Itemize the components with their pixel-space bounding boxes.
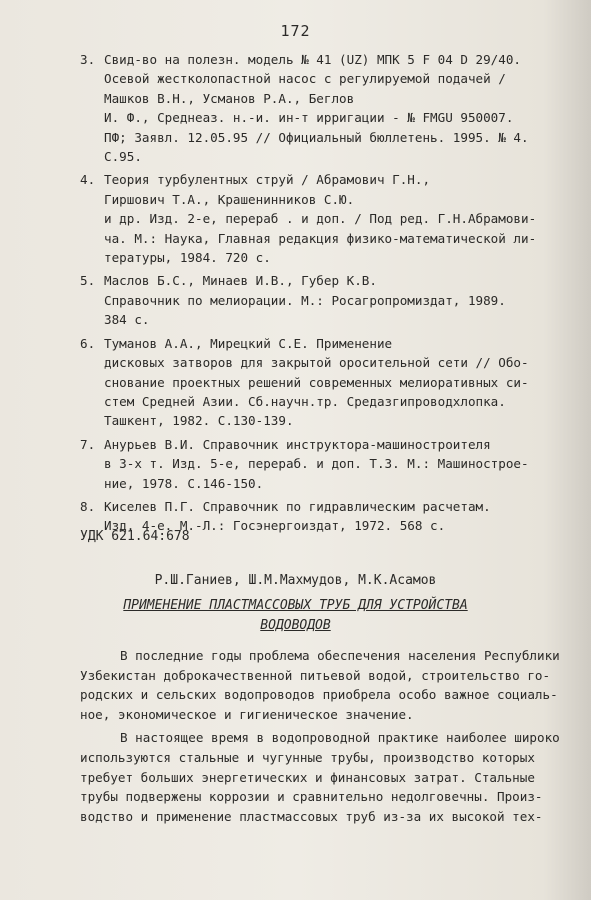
reference-line: тературы, 1984. 720 с.	[104, 250, 271, 266]
reference-line: дисковых затворов для закрытой оросительной сети // Обо-	[104, 355, 529, 371]
reference-number: 8.	[80, 498, 96, 514]
article-body	[80, 646, 580, 826]
reference-number: 4.	[80, 172, 96, 188]
reference-line: Анурьев В.И. Справочник инструктора-машиностроителя	[104, 436, 491, 452]
paragraph-line: родских и сельских водопроводов приобрела особо важное социаль-	[80, 687, 558, 703]
reference-item	[80, 170, 580, 267]
reference-line: Машков В.Н., Усманов Р.А., Беглов	[104, 90, 355, 106]
paragraph-line: В настоящее время в водопроводной практике наиболее широко	[120, 730, 560, 746]
reference-line: в 3-х т. Изд. 5-е, перераб. и доп. Т.3. М.: Машинострое-	[104, 456, 529, 472]
reference-list	[80, 50, 580, 540]
reference-line: Киселев П.Г. Справочник по гидравлическим расчетам.	[104, 498, 491, 514]
reference-item	[80, 435, 580, 493]
reference-line: ча. М.: Наука, Главная редакция физико-математической ли-	[104, 230, 537, 246]
reference-line: Теория турбулентных струй / Абрамович Г.Н.,	[104, 172, 431, 188]
paragraph-line: В последние годы проблема обеспечения населения Республики	[120, 648, 560, 663]
page-number: 172	[280, 22, 311, 40]
reference-number: 7.	[80, 436, 96, 452]
reference-number: 6.	[80, 335, 96, 351]
paragraph-line: Узбекистан доброкачественной питьевой водой, строительство го-	[80, 667, 551, 683]
reference-line: Справочник по мелиорации. М.: Росагропромиздат, 1989.	[104, 292, 506, 308]
reference-line: и др. Изд. 2-е, перераб . и доп. / Под ред. Г.Н.Абрамови-	[104, 211, 537, 227]
article-authors: Р.Ш.Ганиев, Ш.М.Махмудов, М.К.Асамов	[154, 573, 437, 588]
paragraph-line: используются стальные и чугунные трубы, производство которых	[80, 749, 535, 765]
reference-line: Маслов Б.С., Минаев И.В., Губер К.В.	[104, 273, 377, 289]
udk-code: УДК 621.64:678	[80, 529, 190, 544]
article-title	[0, 596, 591, 636]
reference-number: 3.	[80, 52, 96, 67]
paragraph-line: ное, экономическое и гигиеническое значение.	[80, 706, 414, 722]
reference-line: стем Средней Азии. Сб.научн.тр. Средазгипроводхлопка.	[104, 393, 506, 409]
reference-item	[80, 50, 580, 166]
reference-line: И. Ф., Среднеаз. н.-и. ин-т ирригации - № FMGU 950007.	[104, 110, 514, 126]
paragraph-line: требует больших энергетических и финансовых затрат. Стальные	[80, 769, 535, 785]
reference-line: ПФ; Заявл. 12.05.95 // Официальный бюллетень. 1995. № 4.	[104, 129, 529, 145]
reference-line: Изд. 4-е. М.-Л.: Госэнергоиздат, 1972. 568 с.	[104, 518, 446, 534]
reference-line: Ташкент, 1982. С.130-139.	[104, 413, 294, 429]
reference-item	[80, 334, 580, 431]
reference-line: Осевой жестколопастной насос с регулируемой подачей /	[104, 71, 506, 87]
article-title-line: ПРИМЕНЕНИЕ ПЛАСТМАССОВЫХ ТРУБ ДЛЯ УСТРОЙСТВА	[123, 598, 468, 613]
reference-number: 5.	[80, 273, 96, 289]
reference-line: С.95.	[104, 149, 142, 165]
paragraph-line: водство и применение пластмассовых труб из-за их высокой тех-	[80, 808, 543, 824]
paragraph-line: трубы подвержены коррозии и сравнительно недолговечны. Произ-	[80, 789, 543, 805]
reference-line: 384 с.	[104, 312, 150, 328]
reference-line: Туманов А.А., Мирецкий С.Е. Применение	[104, 335, 393, 351]
article-title-line: ВОДОВОДОВ	[260, 618, 331, 633]
reference-line: ние, 1978. С.146-150.	[104, 475, 264, 491]
reference-line: снование проектных решений современных мелиоративных си-	[104, 374, 529, 390]
reference-item	[80, 271, 580, 329]
reference-line: Гиршович Т.А., Крашенинников С.Ю.	[104, 191, 355, 207]
reference-line: Свид-во на полезн. модель № 41 (UZ) МПК 5 F 04 D 29/40.	[104, 52, 522, 67]
